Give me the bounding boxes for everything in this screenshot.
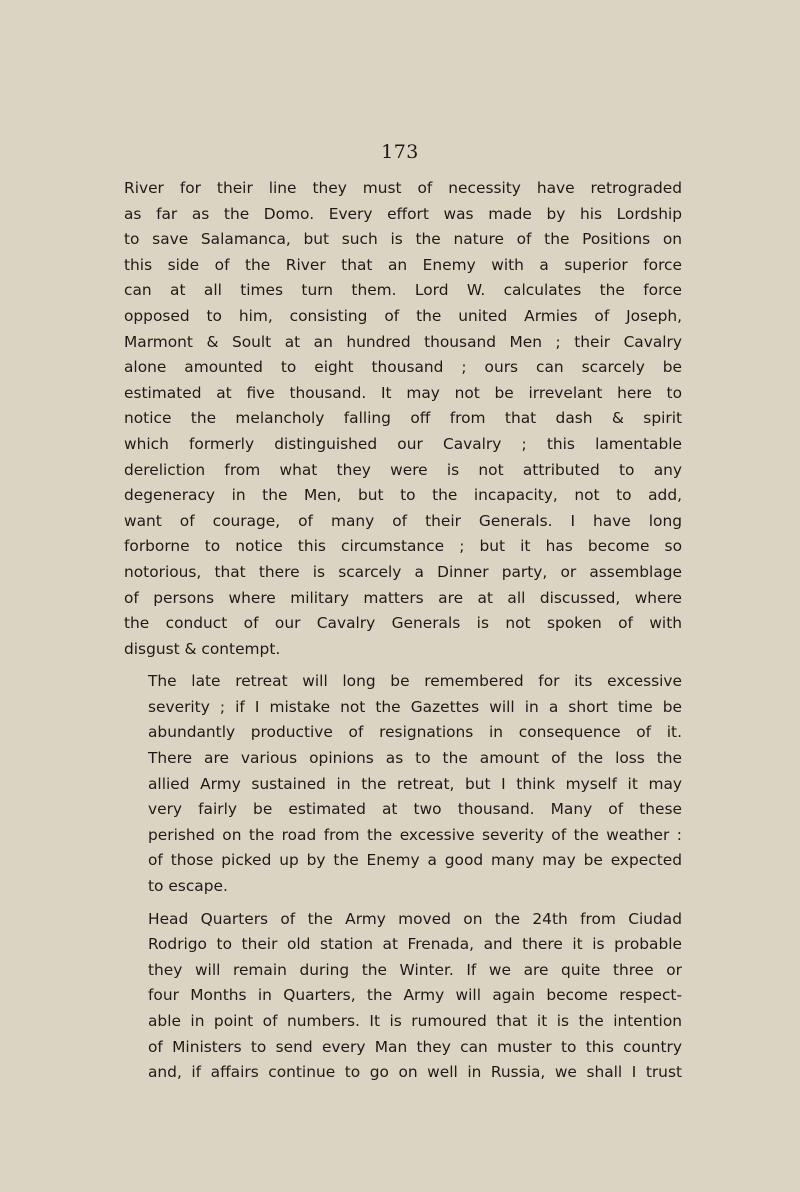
text-line: disgust & contempt. xyxy=(124,639,281,658)
text-line: can at all times turn them. Lord W. calculates the force xyxy=(124,281,682,300)
text-line: want of courage, of many of their Generals. I have long xyxy=(124,511,682,530)
text-line: degeneracy in the Men, but to the incapacity, not to add, xyxy=(124,486,682,505)
text-line: The late retreat will long be remembered for its excessive xyxy=(148,672,682,691)
text-line: four Months in Quarters, the Army will again become respect- xyxy=(148,986,682,1005)
text-line: this side of the River that an Enemy with a superior force xyxy=(124,255,682,274)
text-line: Head Quarters of the Army moved on the 24th from Ciudad xyxy=(148,909,682,928)
text-line: abundantly productive of resignations in consequence of it. xyxy=(148,723,682,742)
text-line: able in point of numbers. It is rumoured that it is the intention xyxy=(148,1012,682,1030)
paragraph-2 xyxy=(124,669,682,899)
text-line: forborne to notice this circumstance ; but it has become so xyxy=(124,537,682,556)
text-line: the conduct of our Cavalry Generals is not spoken of with xyxy=(124,614,682,633)
text-line: There are various opinions as to the amount of the loss the xyxy=(148,749,682,768)
text-line: dereliction from what they were is not attributed to any xyxy=(124,460,682,479)
text-line: Rodrigo to their old station at Frenada, and there it is probable xyxy=(148,935,682,954)
text-line: perished on the road from the excessive severity of the weather : xyxy=(148,825,682,844)
body-text xyxy=(124,176,682,1086)
text-line: River for their line they must of necessity have retrograded xyxy=(124,179,682,197)
text-line: and, if affairs continue to go on well in Russia, we shall I trust xyxy=(148,1063,682,1082)
text-line: to save Salamanca, but such is the nature of the Positions on xyxy=(124,230,682,249)
text-line: estimated at five thousand. It may not be irrevelant here to xyxy=(124,383,682,402)
text-line: to escape. xyxy=(148,877,228,896)
text-line: notice the melancholy falling off from that dash & spirit xyxy=(124,409,682,428)
text-line: of Ministers to send every Man they can muster to this country xyxy=(148,1037,682,1056)
paragraph-3 xyxy=(124,907,682,1086)
text-line: they will remain during the Winter. If we are quite three or xyxy=(148,960,682,979)
page-number: 173 xyxy=(381,141,419,163)
text-line: severity ; if I mistake not the Gazettes will in a short time be xyxy=(148,697,682,716)
text-line: alone amounted to eight thousand ; ours can scarcely be xyxy=(124,358,682,377)
paragraph-1 xyxy=(124,176,682,662)
text-line: opposed to him, consisting of the united Armies of Joseph, xyxy=(124,306,682,325)
text-line: of persons where military matters are at all discussed, where xyxy=(124,588,682,607)
text-line: as far as the Domo. Every effort was made by his Lordship xyxy=(124,204,682,223)
text-line: which formerly distinguished our Cavalry ; this lamentable xyxy=(124,434,682,453)
text-line: of those picked up by the Enemy a good many may be expected xyxy=(148,851,682,870)
text-line: allied Army sustained in the retreat, but I think myself it may xyxy=(148,774,682,793)
text-line: very fairly be estimated at two thousand. Many of these xyxy=(148,800,682,819)
text-line: notorious, that there is scarcely a Dinner party, or assemblage xyxy=(124,562,682,581)
text-line: Marmont & Soult at an hundred thousand Men ; their Cavalry xyxy=(124,332,682,351)
